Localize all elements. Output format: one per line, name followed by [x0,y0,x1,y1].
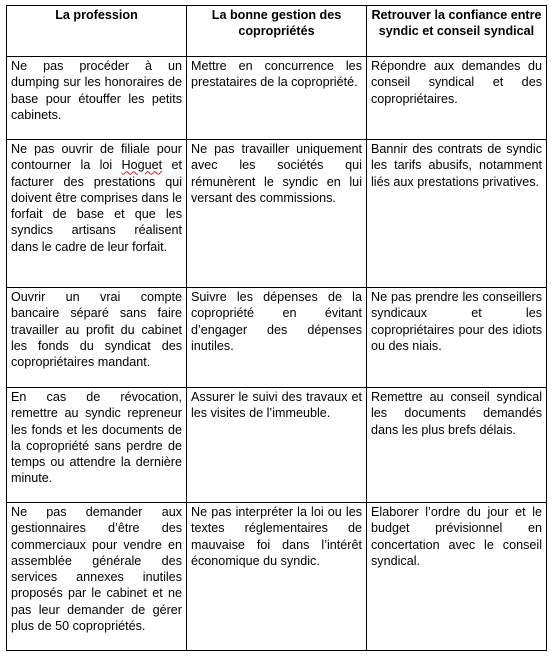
table-cell: Ouvrir un vrai compte bancaire séparé sans faire travailler au profit du cabinet les fonds du syndicat des copropriétaires mandant. [7,288,187,388]
table-cell: Ne pas travailler uniquement avec les sociétés qui rémunèrent le syndic en lui versant des commissions. [187,140,367,288]
header-confiance: Retrouver la confiance entre syndic et conseil syndical [367,6,547,57]
table-row [7,503,547,651]
table-cell: Bannir des contrats de syndic les tarifs abusifs, notamment liés aux prestations privatives. [367,140,547,288]
table-cell: Ne pas procéder à un dumping sur les honoraires de base pour étouffer les petits cabinets. [7,57,187,140]
table-cell: Assurer le suivi des travaux et les visites de l’immeuble. [187,388,367,503]
header-gestion: La bonne gestion des copropriétés [187,6,367,57]
table-cell: Ne pas interpréter la loi ou les textes réglementaires de mauvaise foi dans l’intérêt économique du syndic. [187,503,367,651]
table-cell: Suivre les dépenses de la copropriété en évitant d’engager des dépenses inutiles. [187,288,367,388]
misspelled-word: Hoguet [121,158,163,173]
table-cell: Ne pas ouvrir de filiale pour contourner la loi Hoguet et facturer des prestations qui doivent être comprises dans le forfait de base et que les syndics artisans réalisent dans le cadre de leur forfait. [7,140,187,288]
table-row [7,288,547,388]
header-row [7,6,547,57]
table-cell: Répondre aux demandes du conseil syndical et des copropriétaires. [367,57,547,140]
table-cell: En cas de révocation, remettre au syndic repreneur les fonds et les documents de la copropriété sans perdre de temps ou attendre la dernière minute. [7,388,187,503]
table-row [7,388,547,503]
comparison-table [6,5,547,651]
table-row [7,140,547,288]
table-cell: Mettre en concurrence les prestataires de la copropriété. [187,57,367,140]
header-profession: La profession [7,6,187,57]
table-cell: Ne pas prendre les conseillers syndicaux et les copropriétaires pour des idiots ou des niais. [367,288,547,388]
table-cell: Ne pas demander aux gestionnaires d’être des commerciaux pour vendre en assemblée générale des services annexes inutiles proposés par le cabinet et ne pas leur demander de gérer plus de 50 copropriétés. [7,503,187,651]
table-cell: Elaborer l’ordre du jour et le budget prévisionnel en concertation avec le conseil syndical. [367,503,547,651]
table-row [7,57,547,140]
table-cell: Remettre au conseil syndical les documents demandés dans les plus brefs délais. [367,388,547,503]
